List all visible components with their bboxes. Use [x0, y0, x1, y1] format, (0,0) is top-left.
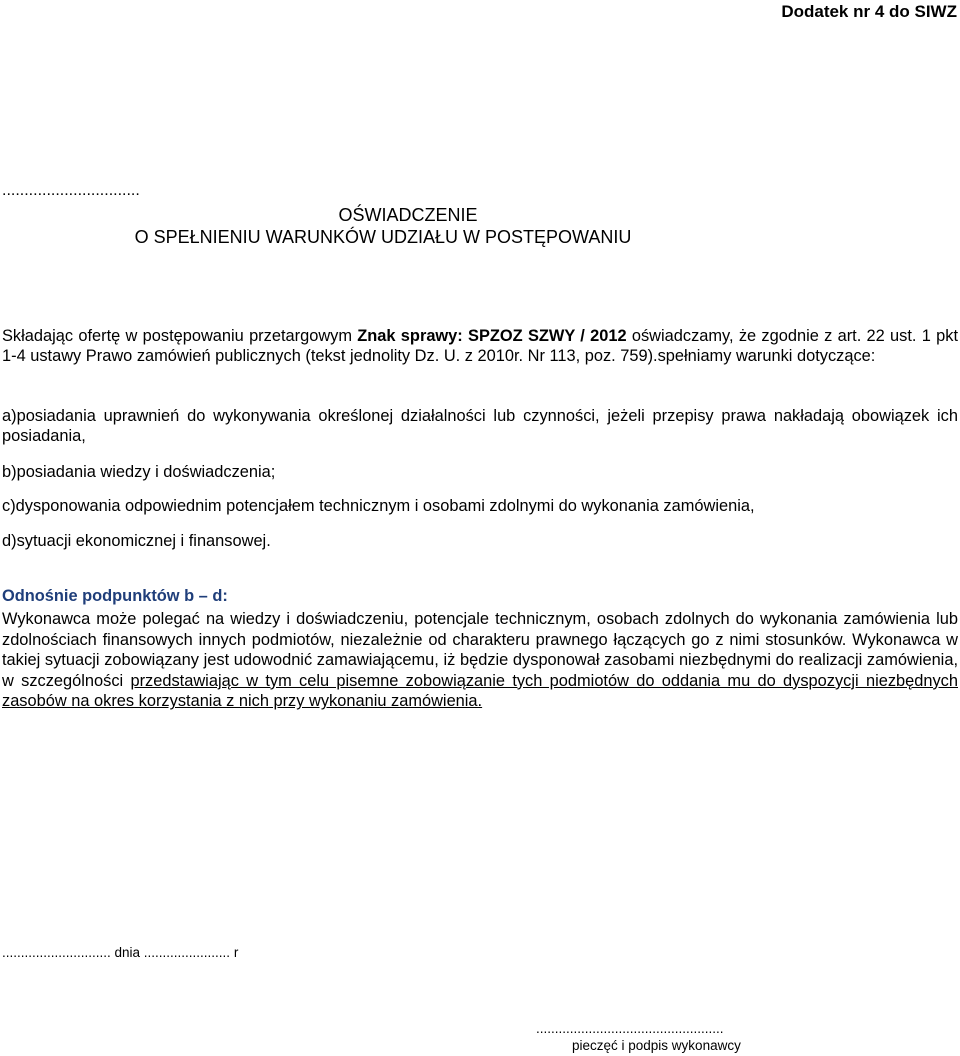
- condition-c: c)dysponowania odpowiednim potencjałem technicznym i osobami zdolnymi do wykonania zamówienia,: [2, 497, 755, 515]
- note-heading: Odnośnie podpunktów b – d:: [2, 587, 228, 605]
- annex-label: Dodatek nr 4 do SIWZ: [781, 2, 957, 21]
- signature-line: ..................................................: [536, 1021, 724, 1036]
- date-line: ............................. dnia ....................... r: [2, 945, 239, 960]
- title-line-2: O SPEŁNIENIU WARUNKÓW UDZIAŁU W POSTĘPOWANIU: [134, 227, 632, 247]
- note-underlined-text: przedstawiając w tym celu pisemne zobowiązanie tych podmiotów do oddania mu do dyspozycji niezbędnych zasobów na okres korzystania z nich przy wykonaniu zamówienia.: [2, 671, 958, 711]
- condition-b: b)posiadania wiedzy i doświadczenia;: [2, 463, 276, 481]
- placeholder-line: ...............................: [2, 182, 140, 199]
- title-line-1: OŚWIADCZENIE: [338, 205, 478, 225]
- note-body: Wykonawca może polegać na wiedzy i doświadczeniu, potencjale technicznym, osobach zdolnych do wykonania zamówienia lub zdolnościach finansowych innych podmiotów, niezależnie od charakteru prawnego łączących go z nimi stosunków. Wykonawca w takiej sytuacji zobowiązany jest udowodnić zamawiającemu, iż będzie dysponował zasobami niezbędnymi do realizacji zamówienia, w szczególności przedstawiając w tym celu pisemne zobowiązanie tych podmiotów do oddania mu do dyspozycji niezbędnych zasobów na okres korzystania z nich przy wykonaniu zamówienia.: [2, 610, 958, 711]
- condition-d: d)sytuacji ekonomicznej i finansowej.: [2, 532, 271, 550]
- signature-label: pieczęć i podpis wykonawcy: [572, 1038, 741, 1053]
- document-title: [0, 204, 960, 248]
- intro-paragraph: Składając ofertę w postępowaniu przetargowym Znak sprawy: SPZOZ SZWY / 2012 oświadczamy, że zgodnie z art. 22 ust. 1 pkt 1-4 ustawy Prawo zamówień publicznych (tekst jednolity Dz. U. z 2010r. Nr 113, poz. 759).spełniamy warunki dotyczące:: [2, 327, 959, 365]
- condition-a: a)posiadania uprawnień do wykonywania określonej działalności lub czynności, jeżeli przepisy prawa nakładają obowiązek ich posiadania,: [2, 407, 958, 445]
- case-reference: Znak sprawy: SPZOZ SZWY / 2012: [357, 327, 627, 345]
